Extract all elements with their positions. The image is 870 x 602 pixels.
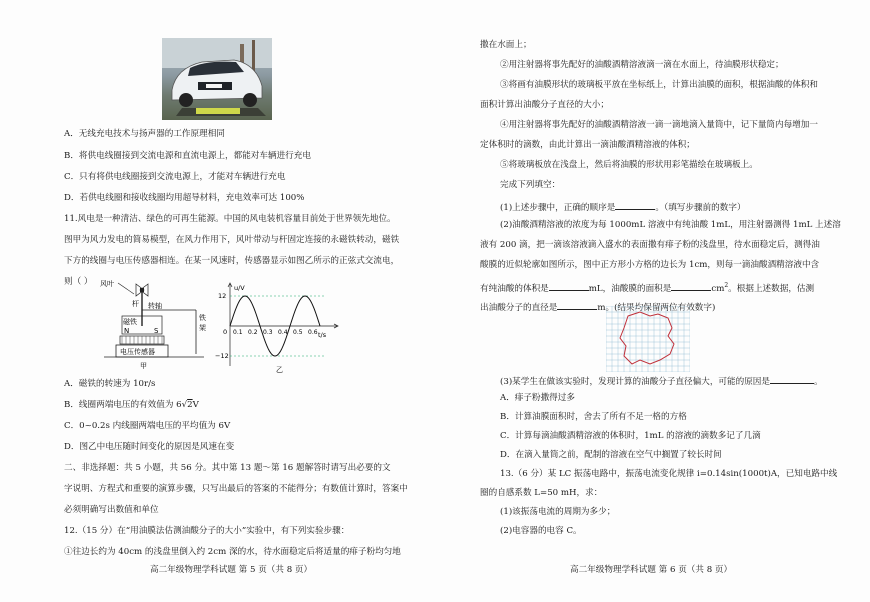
figure-yi-sine-graph [214,282,344,374]
q12-line1: 12.（15 分）在“用油膜法估测油酸分子的大小”实验中，有下列实验步骤： [64,526,350,536]
r-line5: ④用注射器将事先配好的油酸酒精溶液一滴一滴地滴入量筒中，记下量筒内每增加一 [500,120,818,130]
r-line8: 完成下列填空： [500,180,561,190]
q12-sub3 [500,374,823,388]
section2-line2: 字说明、方程式和重要的演算步骤，只写出最后的答案的不能得分；有数值计算时，答案中 [64,484,408,494]
q13-line2: 圈的自感系数 L=50 mH，求： [480,488,603,498]
option-b: B．将供电线圈接到交流电源和直流电源上，都能对车辆进行充电 [64,151,311,161]
q11-b-unit: V [192,400,199,410]
q12-sub2-l5-b: m。(结果均保留两位有效数字) [597,303,716,313]
q12-sub2-line1: (2)油酸酒精溶液的浓度为每 1000mL 溶液中有纯油酸 1mL，用注射器测得 1mL 上述溶 [500,220,841,230]
q12-sub1-tail: 。（填写步骤前的数字） [655,203,746,213]
q11-option-c: C．0~0.2s 内线圈两端电压的平均值为 6V [64,421,231,431]
q12-sub2-l5-a: 出油酸分子的直径是 [480,303,558,313]
x-tick-6: 0.6 [308,329,318,336]
q11-b-radicand: 2 [187,400,193,410]
option-d: D．若供电线圈和接收线圈均用超导材料，充电效率可达 100% [64,193,305,203]
label-fengye: 风叶 [100,280,114,288]
caption-jia: 甲 [140,362,147,370]
q12-sub2-l4-sup: 2 [724,282,729,289]
origin-label: 0 [223,328,228,336]
q12-sub1 [500,200,746,214]
y-axis-label: u/V [234,284,245,292]
x-tick-2: 0.2 [248,329,258,336]
answer-blank-area[interactable] [671,281,711,291]
r-line1: 撒在水面上； [480,40,532,50]
r-line6: 定体积时的滴数，由此计算出一滴油酸酒精溶液的体积； [480,140,695,150]
left-column [30,0,425,602]
q12-sub2-l4-c: cm [711,283,725,294]
r-line3: ③将画有油膜形状的玻璃板平放在坐标纸上，计算出油膜的面积，根据油酸的体积和 [500,80,818,90]
left-footer: 高二年级物理学科试题 第 5 页（共 8 页） [150,565,313,575]
figure-jia-wind-model [96,278,226,370]
answer-blank-order[interactable] [615,200,655,210]
x-tick-5: 0.5 [293,329,303,336]
q12-sub3-text: (3)某学生在做该实验时，发现计算的油酸分子直径偏大，可能的原因是 [500,377,770,387]
q12-sub3-option-c: C．计算每滴油酸酒精溶液的体积时，1mL 的溶液的滴数多记了几滴 [500,431,761,441]
r-line4: 面积计算出油酸分子直径的大小； [480,100,609,110]
option-c: C．只有将供电线圈接到交流电源上，才能对车辆进行充电 [64,172,286,182]
label-jia: 架 [199,324,206,332]
label-sensor: 电压传感器 [120,348,155,356]
q12-sub2-line4 [480,280,814,295]
answer-blank-diameter[interactable] [557,300,597,310]
section2-line1: 二、非选择题：共 5 小题，共 56 分。其中第 13 题～第 16 题解答时请写出必要的文 [64,463,391,473]
q11-option-d: D．图乙中电压随时间变化的原因是风速在变 [64,442,235,452]
charging-car-photo [162,38,272,120]
r-line7: ⑤将玻璃板放在浅盘上，然后将油膜的形状用彩笔描绘在玻璃板上。 [500,160,758,170]
x-tick-3: 0.3 [263,329,273,336]
section2-line3: 必须明确写出数值和单位 [64,505,159,515]
sqrt-sign: √ [181,400,188,410]
q11-option-a: A．磁铁的转速为 10r/s [64,379,156,389]
label-n: N [124,327,130,335]
right-footer: 高二年级物理学科试题 第 6 页（共 8 页） [570,565,733,575]
x-tick-4: 0.4 [278,329,288,336]
q12-sub3-option-b: B．计算油膜面积时，舍去了所有不足一格的方格 [500,412,687,422]
label-zhuanzhou: 转轴 [148,302,162,310]
q13-line1: 13.（6 分）某 LC 振荡电路中，振荡电流变化规律 i=0.14sin(1000t)A，已知电路中线 [500,469,838,479]
y-tick-neg: −12 [215,352,229,360]
oil-film-grid-figure [606,306,690,372]
y-tick-pos: 12 [218,292,227,300]
q11-option-b [64,400,199,411]
q12-sub2-l4-a: 有纯油酸的体积是 [480,283,549,294]
q11-line2: 图甲为风力发电的简易模型，在风力作用下，风叶带动与杆固定连接的永磁铁转动，磁铁 [64,235,400,245]
right-column [460,0,855,602]
answer-blank-volume[interactable] [549,281,589,291]
q13-sub2: (2)电容器的电容 C。 [500,526,582,536]
answer-blank-reason[interactable] [770,374,814,384]
q12-sub2-line2: 液有 200 滴，把一滴该溶液滴入盛水的表面撒有痱子粉的浅盘里，待水面稳定后，测得油 [480,240,820,250]
label-tie: 铁 [199,314,206,322]
q12-sub2-l4-b: mL，油酸膜的面积是 [588,283,672,294]
q12-sub1-text: (1)上述步骤中，正确的顺序是 [500,203,616,213]
q11-line1: 11.风电是一种清洁、绿色的可再生能源。中国的风电装机容量目前处于世界领先地位。 [64,214,396,224]
q12-sub2-l4-d: 。根据上述数据，估测 [728,283,815,294]
q12-sub2-line3: 酸膜的近似轮廓如图所示，图中正方形小方格的边长为 1cm，则每一滴油酸酒精溶液中含 [480,260,820,270]
x-tick-1: 0.1 [233,329,243,336]
q12-sub3-option-a: A．痱子粉撒得过多 [500,393,575,403]
q11-b-text: B．线圈两端电压的有效值为 6 [64,400,182,410]
label-gan: 杆 [132,300,139,308]
q12-line2: ①往边长约为 40cm 的浅盘里倒入约 2cm 深的水，待水面稳定后将适量的痱子粉均匀地 [64,547,401,557]
label-citie: 磁铁 [123,318,137,326]
q12-sub3-option-d: D．在滴入量筒之前，配制的溶液在空气中搁置了较长时间 [500,450,722,460]
q13-sub1: (1)该振荡电流的周期为多少； [500,507,616,517]
x-axis-label: t/s [318,331,327,339]
car-image-icon [162,38,272,120]
caption-yi: 乙 [276,366,283,374]
label-s: S [154,327,159,335]
option-a: A．无线充电技术与扬声器的工作原理相同 [64,129,225,139]
q11-line4: 则（ ） [64,277,93,287]
r-line2: ②用注射器将事先配好的油酸酒精溶液滴一滴在水面上，待油膜形状稳定； [500,60,784,70]
q11-line3: 下方的线圈与电压传感器相连。在某一风速时，传感器显示如图乙所示的正弦式交流电， [64,256,400,266]
q12-sub3-tail: 。 [814,377,823,387]
